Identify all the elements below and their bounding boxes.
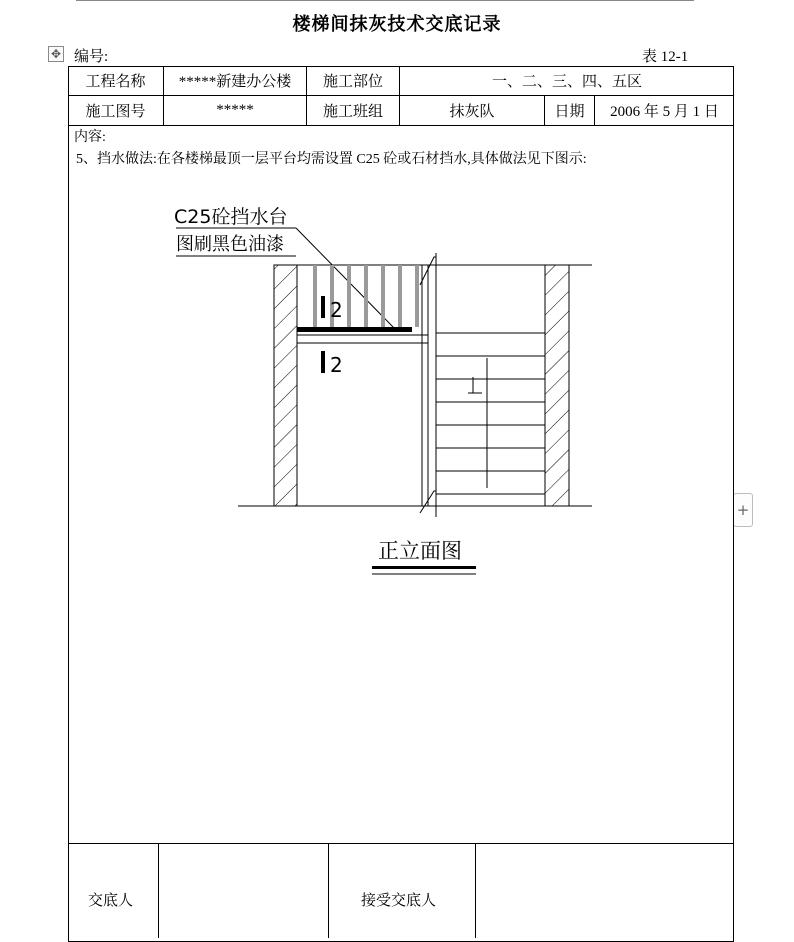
stair-steps	[436, 333, 545, 494]
drawing-caption: 正立面图	[378, 539, 462, 563]
receiver-label: 接受交底人	[361, 893, 437, 909]
railing-bars	[313, 265, 419, 327]
date-value[interactable]: 2006 年 5 月 1 日	[610, 104, 719, 120]
signature-divider	[328, 843, 329, 938]
briefer-label: 交底人	[88, 893, 134, 909]
project-name-label: 工程名称	[85, 74, 146, 90]
leader-line	[296, 228, 395, 329]
annotation-line-1: C25砼挡水台	[174, 206, 288, 228]
drawing-number-label: 施工图号	[85, 104, 146, 120]
receiver-signature-cell[interactable]	[476, 844, 733, 938]
table-move-handle-icon[interactable]: ✥	[48, 46, 64, 62]
briefer-signature-cell[interactable]	[159, 844, 328, 938]
header-bottom-border	[68, 125, 734, 126]
content-text[interactable]: 5、挡水做法:在各楼梯最顶一层平台均需设置 C25 砼或石材挡水,具体做法见下图示:	[76, 152, 587, 167]
page-top-rule	[76, 0, 694, 1]
add-row-plus-icon[interactable]: +	[733, 493, 753, 527]
content-label: 内容:	[74, 130, 106, 145]
location-value[interactable]: 一、二、三、四、五区	[491, 74, 642, 90]
waterproof-curb-elevation-drawing	[150, 195, 620, 595]
location-label: 施工部位	[322, 74, 383, 90]
dimension-upper: 2	[330, 298, 343, 322]
annotation-line-2: 图刷黑色油漆	[176, 234, 284, 255]
table-number: 表 12-1	[642, 49, 689, 65]
drawing-number-value[interactable]: *****	[216, 102, 254, 118]
project-name-value[interactable]: *****新建办公楼	[178, 74, 292, 90]
black-curb	[297, 327, 412, 332]
left-wall	[274, 265, 297, 506]
dimension-lower: 2	[330, 353, 343, 377]
document-title: 楼梯间抹灰技术交底记录	[292, 14, 502, 34]
date-label: 日期	[554, 104, 585, 120]
right-wall	[545, 265, 569, 506]
team-value[interactable]: 抹灰队	[449, 104, 495, 120]
serial-number-label: 编号:	[74, 49, 109, 65]
team-label: 施工班组	[322, 104, 383, 120]
